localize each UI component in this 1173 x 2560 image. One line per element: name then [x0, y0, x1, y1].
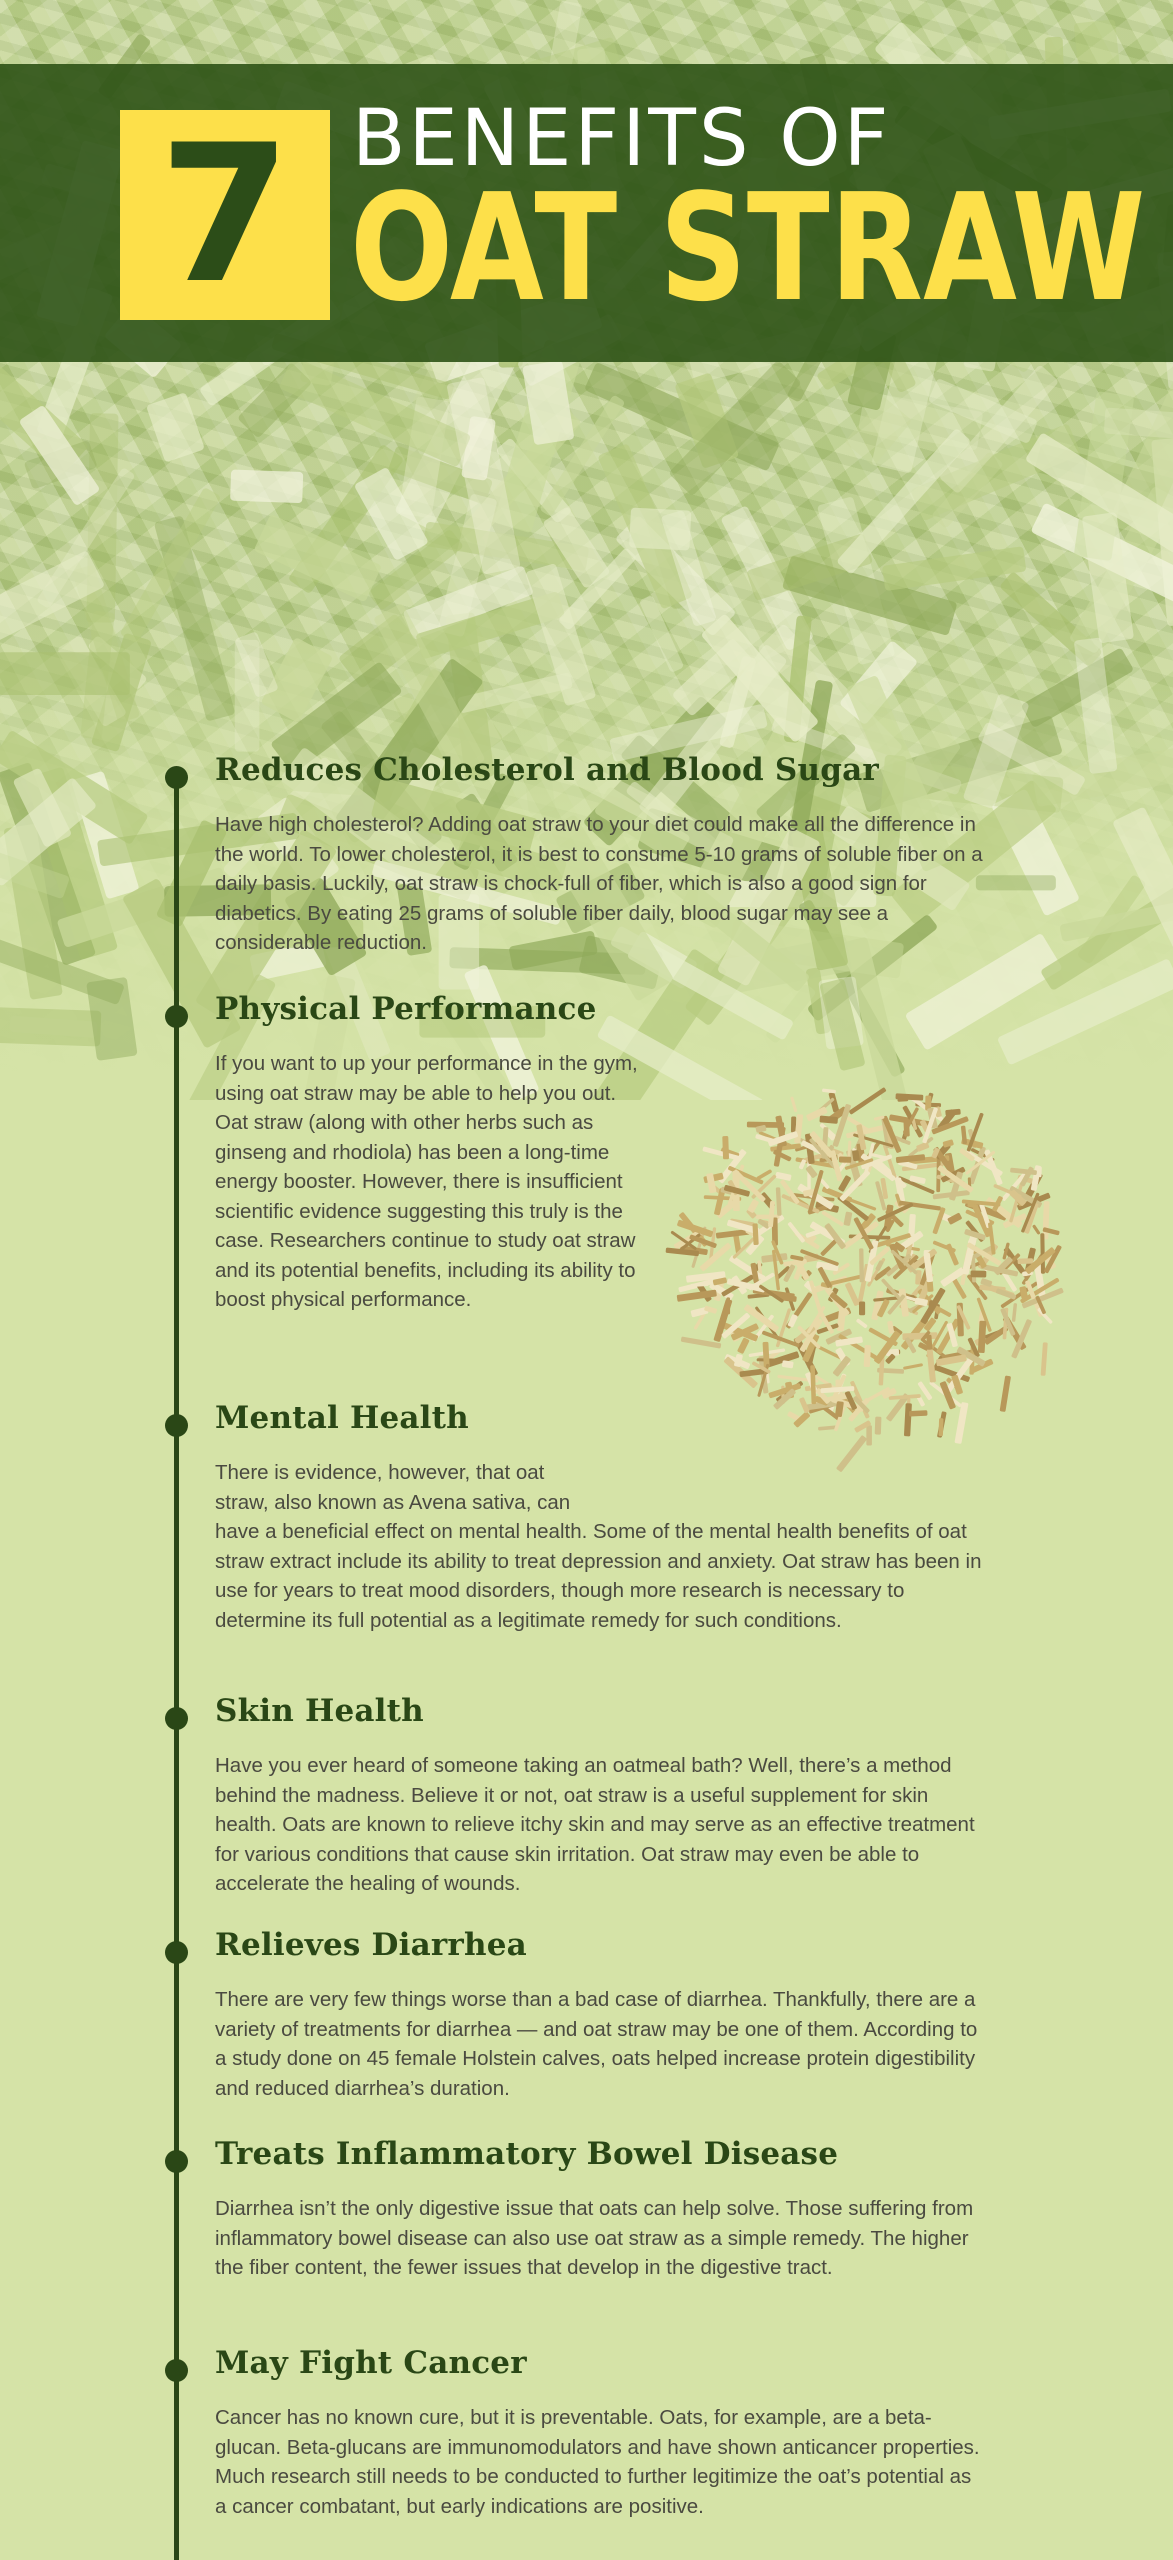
section-body-line: There is evidence, however, that oat — [215, 1461, 545, 1484]
timeline-dot — [165, 1707, 188, 1730]
section-bowel-disease — [215, 2136, 985, 2283]
straw-fragment — [848, 1087, 886, 1115]
section-skin-health — [215, 1693, 985, 1899]
section-body — [215, 1458, 985, 1635]
number-badge — [120, 104, 330, 325]
straw-fragment — [690, 1283, 708, 1287]
straw-fragment — [859, 1302, 865, 1316]
section-body: Have high cholesterol? Adding oat straw to your diet could make all the difference in the world. To lower cholesterol, it is best to consume 5-10 grams of soluble fiber on a daily basis. Luckily, oat straw is chock-full of fiber, which is also a good sign for diabetics. By eating 25 grams of soluble fiber daily, blood sugar may see a considerable reduction. — [215, 813, 983, 954]
section-title: Skin Health — [215, 1693, 424, 1729]
straw-fragment — [856, 1318, 868, 1328]
timeline-line — [174, 776, 179, 2560]
straw-fragment — [859, 1248, 864, 1282]
section-title: Mental Health — [215, 1400, 469, 1436]
straw-fragment — [954, 1402, 968, 1444]
straw-fragment — [821, 1210, 844, 1226]
straw-fragment — [757, 1358, 788, 1362]
straw-fragment — [775, 1172, 792, 1181]
section-body: Diarrhea isn’t the only digestive issue that oats can help solve. Those suffering from inflammatory bowel disease can also use oat straw as a simple remedy. The higher the fiber content, the fewer issues that develop in the digestive tract. — [215, 2197, 974, 2279]
straw-fragment — [866, 1425, 872, 1445]
section-body-rest: have a beneficial effect on mental health. Some of the mental health benefits of oat straw extract include its ability to treat depression and anxiety. Oat straw has been in use for years to treat mood disorders, though more research is necessary to determine its full potential as a legitimate remedy for such conditions. — [215, 1520, 982, 1632]
straw-fragment — [805, 1165, 818, 1179]
straw-fragment — [722, 1136, 729, 1159]
section-title: Treats Inflammatory Bowel Disease — [215, 2136, 839, 2172]
straw-piece — [976, 875, 1056, 890]
straw-piece — [254, 514, 383, 603]
straw-fragment — [1018, 1258, 1034, 1264]
title-top: BENEFITS OF — [352, 94, 892, 184]
section-diarrhea — [215, 1927, 985, 2103]
straw-fragment — [1000, 1375, 1011, 1412]
straw-piece — [0, 1006, 101, 1046]
straw-fragment — [942, 1139, 954, 1148]
straw-fragment — [791, 1116, 796, 1132]
straw-piece — [629, 508, 691, 551]
straw-fragment — [947, 1212, 962, 1224]
straw-fragment — [932, 1207, 945, 1235]
straw-fragment — [904, 1403, 912, 1436]
straw-piece — [146, 392, 205, 462]
section-title: May Fight Cancer — [215, 2345, 527, 2381]
section-body: If you want to up your performance in the gym, using oat straw may be able to help you out. Oat straw (along with other herbs such as ginseng and rhodiola) has been a long-time energy booster. However, there is insufficient scientific evidence suggesting this truly is the case. Researchers continue to study oat straw and its potential benefits, including its ability to boost physical performance. — [215, 1052, 638, 1311]
timeline-dot — [165, 1005, 188, 1028]
section-body: Cancer has no known cure, but it is preventable. Oats, for example, are a beta-glucan. Beta-glucans are immunomodulators and have shown anticancer properties. Much research still needs to be conducted to further legitimize the oat’s potential as a cancer combatant, but early indications are positive. — [215, 2406, 980, 2518]
straw-fragment — [978, 1321, 986, 1353]
straw-piece — [154, 515, 236, 721]
header-band — [0, 64, 1173, 362]
straw-fragment — [1041, 1342, 1048, 1376]
section-title: Reduces Cholesterol and Blood Sugar — [215, 752, 879, 788]
straw-fragment — [887, 1321, 894, 1334]
straw-fragment — [782, 1360, 794, 1368]
straw-fragment — [926, 1335, 932, 1350]
straw-piece — [86, 977, 137, 1061]
section-body-line: straw, also known as Avena sativa, can — [215, 1490, 571, 1514]
straw-fragment — [839, 1156, 851, 1162]
straw-piece — [230, 470, 303, 504]
straw-fragment — [836, 1435, 867, 1473]
section-body: Have you ever heard of someone taking an oatmeal bath? Well, there’s a method behind the madness. Believe it or not, oat straw is a useful supplement for skin health. Oats are known to relieve itchy skin and may serve as an effective treatment for various conditions that cause skin irritation. Oat straw may even be able to accelerate the healing of wounds. — [215, 1754, 975, 1895]
straw-fragment — [822, 1088, 836, 1093]
straw-fragment — [903, 1363, 923, 1370]
number-badge-text: 7 — [158, 104, 292, 325]
straw-fragment — [875, 1417, 882, 1435]
section-body: There are very few things worse than a bad case of diarrhea. Thankfully, there are a variety of treatments for diarrhea — and oat straw may be one of them. According to a study done on 45 female Holstein calves, oats helped increase protein digestibility and reduced diarrhea’s duration. — [215, 1988, 978, 2100]
straw-fragment — [787, 1222, 805, 1244]
section-title: Relieves Diarrhea — [215, 1927, 527, 1963]
straw-fragment — [970, 1270, 986, 1277]
straw-fragment — [776, 1187, 782, 1216]
oat-straw-pile-image — [655, 1035, 1110, 1480]
straw-fragment — [790, 1096, 797, 1112]
straw-fragment — [870, 1153, 887, 1160]
section-cholesterol — [215, 752, 985, 958]
section-title: Physical Performance — [215, 991, 597, 1027]
timeline-dot — [165, 1941, 188, 1964]
straw-fragment — [843, 1211, 852, 1226]
straw-fragment — [726, 1297, 730, 1314]
straw-fragment — [909, 1410, 928, 1416]
straw-fragment — [916, 1141, 930, 1152]
straw-fragment — [864, 1345, 871, 1367]
timeline-dot — [165, 2359, 188, 2382]
straw-fragment — [845, 1282, 860, 1306]
straw-fragment — [1032, 1224, 1041, 1235]
straw-fragment — [1011, 1319, 1032, 1359]
straw-fragment — [938, 1418, 943, 1436]
timeline-dot — [165, 1414, 188, 1437]
timeline-dot — [165, 2150, 188, 2173]
straw-piece — [0, 652, 130, 695]
straw-fragment — [881, 1278, 901, 1300]
page-title: OAT STRAW — [350, 162, 1146, 334]
straw-fragment — [1012, 1303, 1017, 1322]
section-cancer — [215, 2345, 985, 2521]
timeline-dot — [165, 766, 188, 789]
